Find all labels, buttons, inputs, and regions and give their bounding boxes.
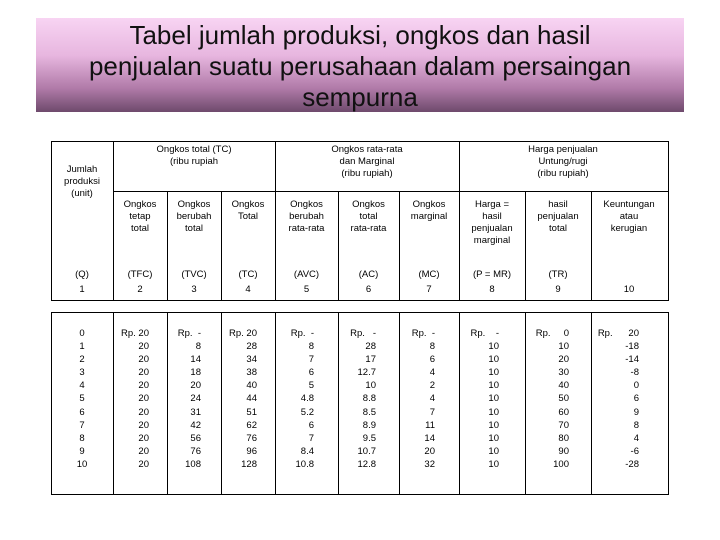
cell-q-9: 9 [79,445,85,457]
cell-mc-2: 6 [429,354,435,366]
cell-tfc-10: 20 [138,458,149,470]
cell-avc-10: 10.8 [295,458,314,470]
group-header-divider [113,191,668,192]
col-index: 7 [426,284,432,295]
col-index: 10 [623,284,635,295]
col-header-profit: Keuntungan atau kerugian [603,199,655,234]
cell-p-4: 10 [488,380,499,392]
cell-tc-4: 40 [246,380,257,392]
cell-ac-3: 12.7 [357,367,376,379]
cell-avc-2: 7 [308,354,314,366]
cell-p-5: 10 [488,393,499,405]
cell-mc-3: 4 [429,367,435,379]
col-index: 5 [303,284,310,295]
cell-tc-10: 128 [241,458,257,470]
code-ac: (AC) [358,269,379,280]
cell-q-2: 2 [79,354,85,366]
group-header-average-marginal: Ongkos rata-rata dan Marginal (ribu rupiah) [331,144,403,179]
col-divider [525,312,526,494]
cell-avc-5: 4.8 [300,393,314,405]
cell-ac-7: 8.9 [362,419,376,431]
cell-profit-0: Rp. 20 [597,328,639,339]
cell-tc-1: 28 [246,341,257,353]
cell-profit-2: -14 [625,354,639,366]
cell-q-0: 0 [79,328,85,339]
cell-p-3: 10 [488,367,499,379]
group-header-total-cost: Ongkos total (TC) (ribu rupiah [156,144,232,167]
cell-p-0: Rp. - [470,328,499,339]
column-tfc [115,327,149,471]
column-mc [401,327,435,471]
column-price [461,327,499,471]
col-header-tc: Ongkos Total [231,199,265,222]
cell-ac-5: 8.8 [362,393,376,405]
cell-tvc-1: 8 [195,341,201,353]
cell-avc-4: 5 [308,380,314,392]
cell-avc-3: 6 [308,367,314,379]
cell-mc-5: 4 [429,393,435,405]
cell-tc-0: Rp. 20 [229,328,257,339]
cell-tvc-0: Rp. - [177,328,201,339]
col-header-avc: Ongkos berubah rata-rata [288,199,325,234]
cell-ac-6: 8.5 [362,406,376,418]
cell-ac-8: 9.5 [362,432,376,444]
cell-tc-6: 51 [246,406,257,418]
cell-p-10: 10 [488,458,499,470]
cell-mc-9: 20 [424,445,435,457]
cell-q-5: 5 [79,393,85,405]
cell-tr-1: 10 [558,341,569,353]
cell-tvc-7: 42 [190,419,201,431]
col-index: 1 [79,284,85,295]
cell-tfc-5: 20 [138,393,149,405]
cell-tr-5: 50 [558,393,569,405]
cell-profit-10: -28 [625,458,639,470]
title-line-1: Tabel jumlah produksi, ongkos dan hasil [129,20,591,50]
column-profit [593,327,639,471]
col-index: 8 [489,284,495,295]
cell-tvc-2: 14 [190,354,201,366]
cell-tr-7: 70 [558,419,569,431]
cell-tfc-4: 20 [138,380,149,392]
cell-ac-1: 28 [365,341,376,353]
cell-mc-7: 11 [425,419,435,431]
cell-avc-1: 8 [308,341,314,353]
cell-tr-4: 40 [558,380,569,392]
col-index: 4 [245,284,251,295]
col-divider [167,312,168,494]
col-header-tfc: Ongkos tetap total [123,199,157,234]
code-mc: (MC) [418,269,440,280]
cell-mc-1: 8 [429,341,435,353]
cell-tvc-9: 76 [190,445,201,457]
cell-profit-8: 4 [633,432,639,444]
cell-tc-7: 62 [246,419,257,431]
col-header-tvc: Ongkos berubah total [176,199,212,234]
cell-tvc-8: 56 [190,432,201,444]
cell-avc-8: 7 [308,432,314,444]
cell-q-3: 3 [79,367,85,379]
cell-tr-2: 20 [558,354,569,366]
code-tr: (TR) [548,269,568,280]
col-divider [221,312,222,494]
cell-profit-4: 0 [633,380,639,392]
col-divider [338,312,339,494]
group-header-sales-profit: Harga penjualan Untung/rugi (ribu rupiah) [528,144,598,179]
col-index: 9 [555,284,561,295]
title-line-3: sempurna [302,82,418,112]
cell-tr-10: 100 [553,458,569,470]
title-line-2: penjualan suatu perusahaan dalam persaingan [88,51,632,81]
col-divider [459,312,460,494]
cell-tr-8: 80 [558,432,569,444]
production-cost-table [51,141,669,494]
code-tfc: (TFC) [127,269,153,280]
cell-p-6: 10 [488,406,499,418]
cell-tfc-8: 20 [138,432,149,444]
cell-mc-10: 32 [424,458,435,470]
page-title [0,20,720,113]
cell-mc-6: 7 [429,406,435,418]
code-avc: (AVC) [293,269,320,280]
col-divider [399,312,400,494]
cell-mc-4: 2 [429,380,435,392]
cell-tr-0: Rp. 0 [535,328,569,339]
cell-tr-3: 30 [558,367,569,379]
cell-p-9: 10 [488,445,499,457]
cell-tc-5: 44 [246,393,257,405]
col-divider [113,312,114,494]
cell-q-4: 4 [79,380,85,392]
cell-q-8: 8 [79,432,85,444]
cell-ac-4: 10 [365,380,376,392]
code-q: (Q) [75,269,89,280]
column-q [51,327,113,471]
column-ac [340,327,376,471]
col-header-tr: hasil penjualan total [537,199,579,234]
cell-p-1: 10 [488,341,499,353]
cell-ac-0: Rp. - [350,328,376,339]
column-tvc [169,327,201,471]
cell-p-2: 10 [488,354,499,366]
cell-profit-6: 9 [633,406,639,418]
cell-tr-9: 90 [558,445,569,457]
cell-tc-8: 76 [246,432,257,444]
col-header-mc: Ongkos marginal [410,199,448,222]
cell-tvc-3: 18 [190,367,201,379]
cell-q-7: 7 [79,419,85,431]
cell-profit-1: -18 [625,341,639,353]
cell-tfc-1: 20 [138,341,149,353]
col-index: 3 [191,284,197,295]
cell-tc-9: 96 [246,445,257,457]
cell-avc-6: 5.2 [300,406,314,418]
cell-profit-5: 6 [633,393,639,405]
cell-q-1: 1 [79,341,85,353]
cell-profit-3: -8 [630,367,639,379]
column-avc [277,327,314,471]
cell-profit-7: 8 [633,419,639,431]
cell-q-6: 6 [79,406,85,418]
cell-tc-2: 34 [246,354,257,366]
cell-tvc-6: 31 [190,406,201,418]
cell-tvc-4: 20 [190,380,201,392]
col-header-price: Harga = hasil penjualan marginal [471,199,513,246]
code-price: (P = MR) [472,269,512,280]
cell-tfc-9: 20 [138,445,149,457]
cell-mc-8: 14 [424,432,435,444]
cell-tfc-0: Rp. 20 [121,328,149,339]
cell-tfc-2: 20 [138,354,149,366]
cell-p-7: 10 [488,419,499,431]
col-divider [275,312,276,494]
cell-tfc-6: 20 [138,406,149,418]
col-divider [591,312,592,494]
code-tc: (TC) [238,269,258,280]
cell-tfc-3: 20 [138,367,149,379]
cell-mc-0: Rp. - [411,328,435,339]
col-index: 6 [365,284,372,295]
header-jumlah: Jumlah produksi (unit) [64,164,100,199]
cell-ac-9: 10.7 [357,445,376,457]
cell-tfc-7: 20 [138,419,149,431]
cell-avc-0: Rp. - [290,328,314,339]
cell-tc-3: 38 [246,367,257,379]
cell-ac-2: 17 [365,354,376,366]
cell-avc-9: 8.4 [300,445,314,457]
column-tc [223,327,257,471]
column-tr [527,327,569,471]
cell-ac-10: 12.8 [357,458,376,470]
cell-q-10: 10 [76,458,88,470]
cell-tvc-10: 108 [185,458,201,470]
code-tvc: (TVC) [181,269,207,280]
col-index: 2 [137,284,143,295]
col-header-ac: Ongkos total rata-rata [350,199,387,234]
cell-avc-7: 6 [308,419,314,431]
cell-profit-9: -6 [630,445,639,457]
cell-p-8: 10 [488,432,499,444]
cell-tr-6: 60 [558,406,569,418]
cell-tvc-5: 24 [190,393,201,405]
